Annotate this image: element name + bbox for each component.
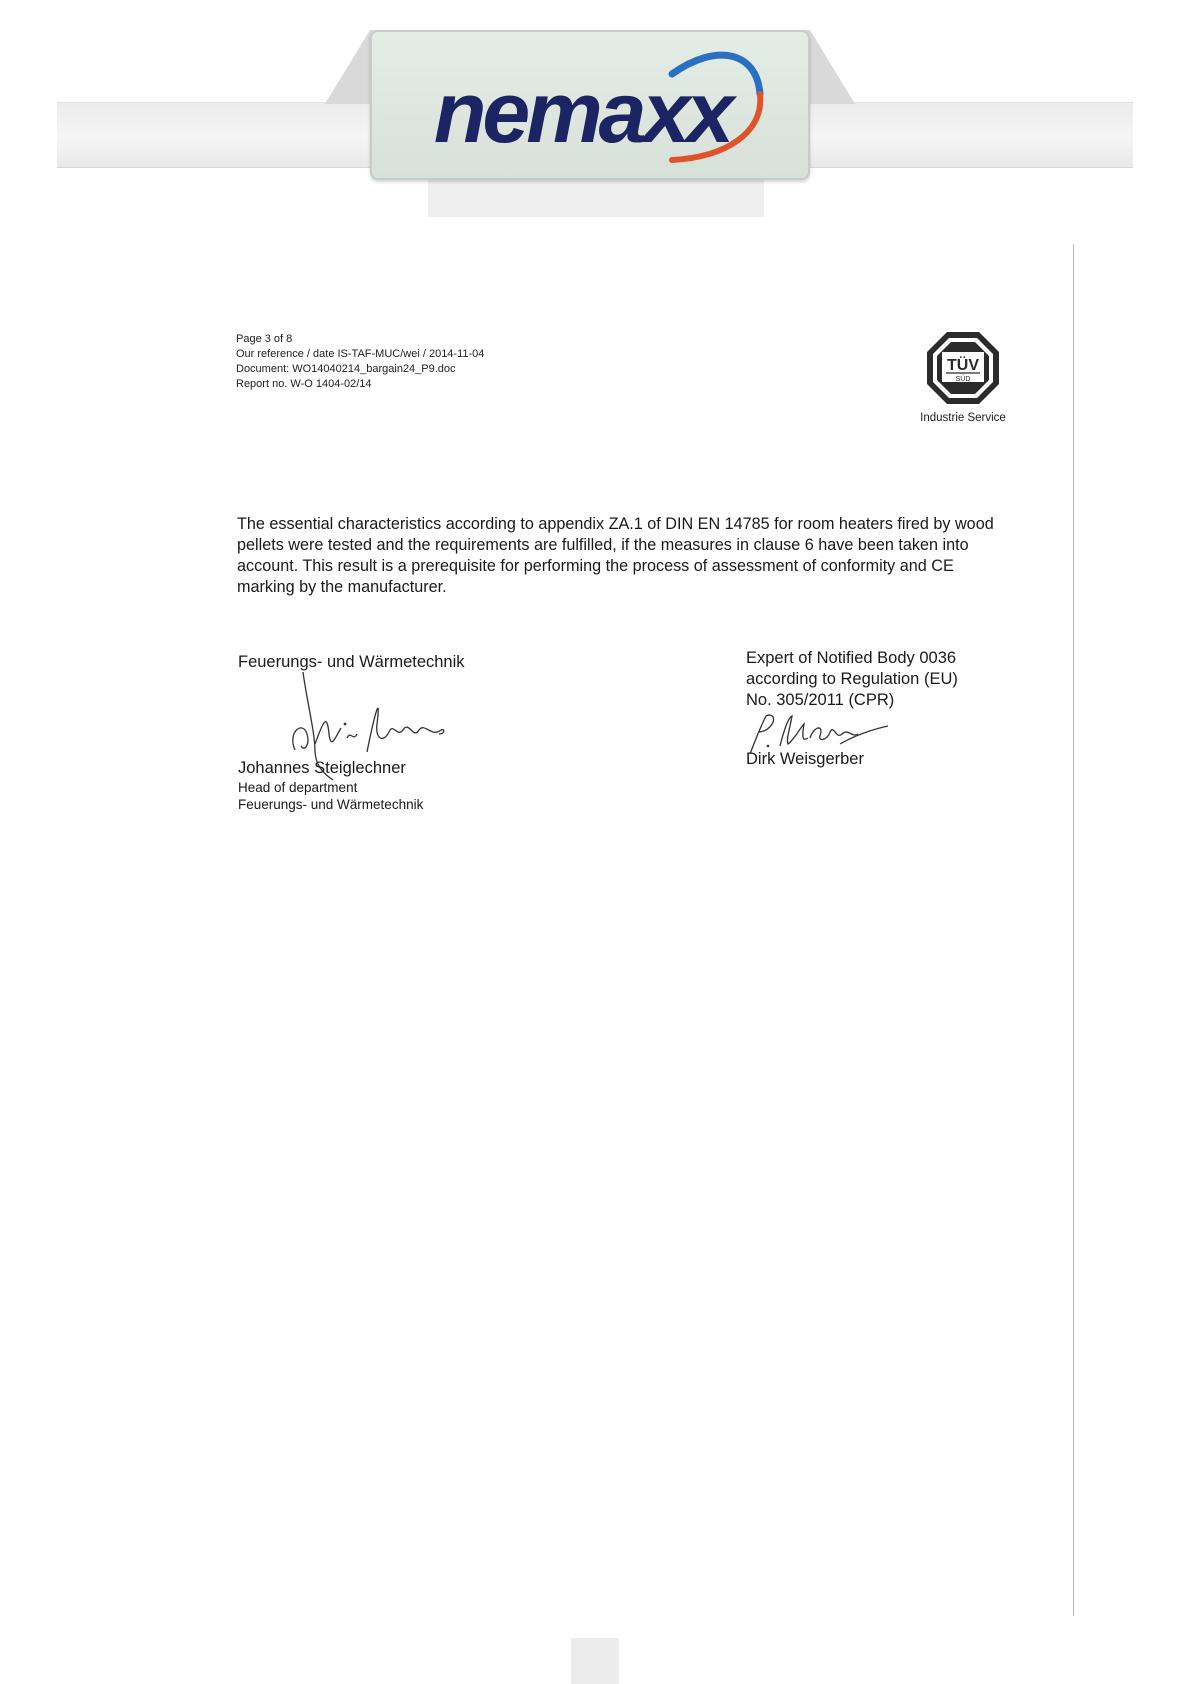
signatory-right-name: Dirk Weisgerber xyxy=(746,750,864,768)
tuv-octagon-icon xyxy=(925,330,1001,406)
signatory-right-heading-1: Expert of Notified Body 0036 xyxy=(746,649,957,667)
tuv-bottom-text: SÜD xyxy=(955,376,971,383)
signatory-left-department: Feuerungs- und Wärmetechnik xyxy=(238,797,424,812)
document-line: Document: WO14040214_bargain24_P9.doc xyxy=(236,363,456,375)
tuv-top-text: TÜV xyxy=(947,357,979,374)
logo-text: nemaxx xyxy=(433,65,731,161)
signatory-left-heading: Feuerungs- und Wärmetechnik xyxy=(238,653,465,671)
page-edge-line xyxy=(1073,244,1074,1616)
signature-right-graphic xyxy=(744,710,894,760)
statement-paragraph: The essential characteristics according to appendix ZA.1 of DIN EN 14785 for room heaters fired by wood pellets were tested and the requirements are fulfilled, if the measures in clause 6 have been taken into account. This result is a prerequisite for performing the process of assessment of conformity and CE marking by the manufacturer. xyxy=(237,515,994,596)
signature-left-graphic xyxy=(285,672,465,782)
signatory-left-role: Head of department xyxy=(238,780,358,795)
signatory-left-name: Johannes Steiglechner xyxy=(238,759,406,777)
signatory-right-heading-3: No. 305/2011 (CPR) xyxy=(746,691,895,709)
header-under-strip xyxy=(428,175,764,217)
logo-swoosh-graphic xyxy=(372,32,808,178)
signatory-right-heading-2: according to Regulation (EU) xyxy=(746,670,958,688)
page-number: Page 3 of 8 xyxy=(236,333,293,345)
tuv-badge xyxy=(920,330,1006,438)
report-meta xyxy=(236,332,484,392)
report-number: Report no. W-O 1404-02/14 xyxy=(236,378,372,390)
tuv-caption: Industrie Service xyxy=(920,412,1006,424)
reference-line: Our reference / date IS-TAF-MUC/wei / 2014-11-04 xyxy=(236,348,485,360)
logo-box xyxy=(370,30,810,180)
footer-tab xyxy=(571,1638,619,1684)
